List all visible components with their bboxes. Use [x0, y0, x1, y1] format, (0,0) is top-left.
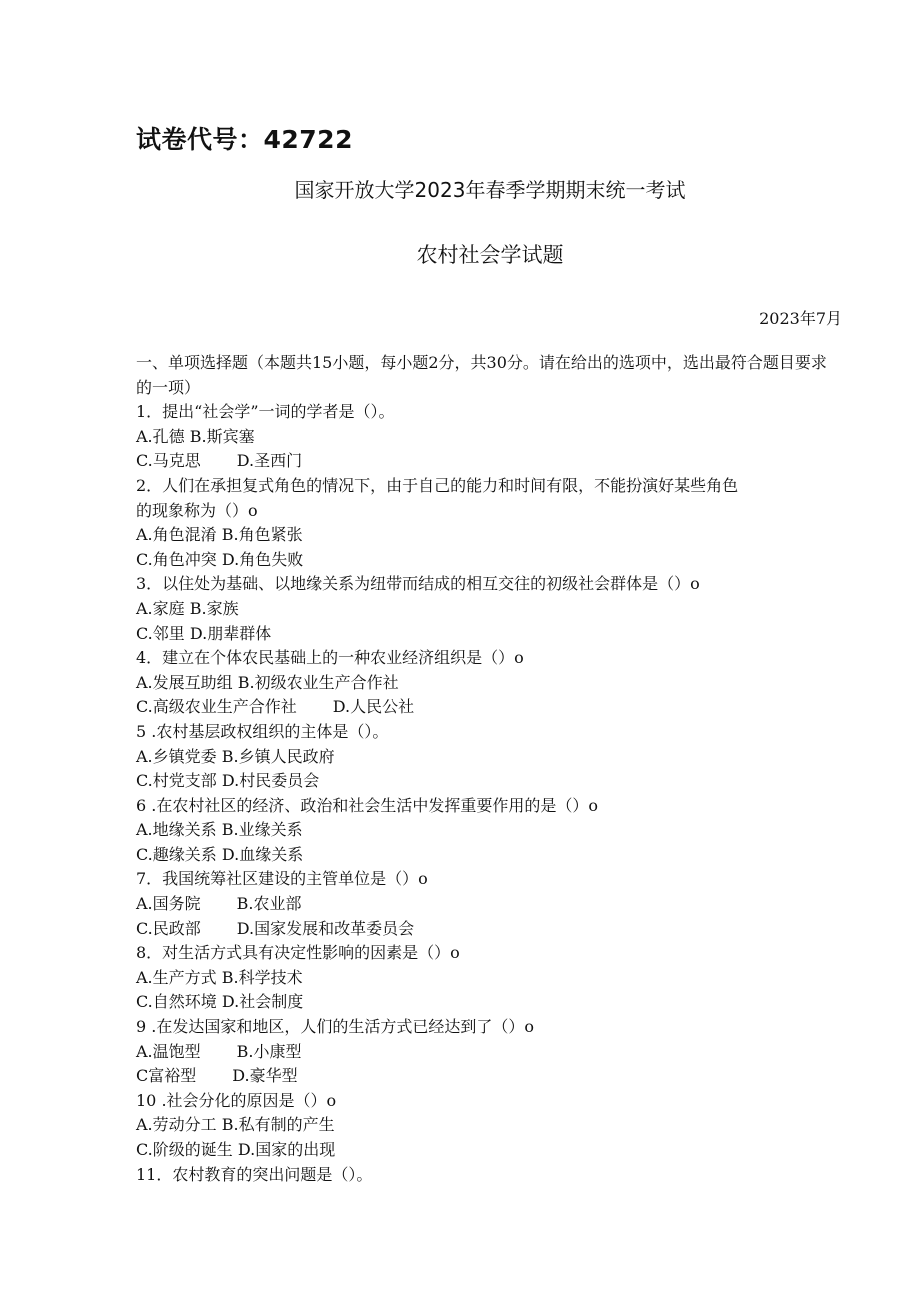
question-text: 1．提出“社会学”一词的学者是（）。: [136, 402, 395, 422]
question-options: [136, 892, 842, 917]
question-options: A.乡镇党委 B.乡镇人民政府: [136, 746, 335, 766]
question-options: A.生产方式 B.科学技术: [136, 967, 303, 987]
question-options: A.地缘关系 B.业缘关系: [136, 820, 303, 840]
paper-title: 农村社会学试题: [416, 243, 564, 267]
question-options: [136, 1064, 842, 1089]
question-options: C.自然环境 D.社会制度: [136, 992, 304, 1012]
option: C.民政部: [136, 918, 201, 938]
question-text: 3．以住处为基础、以地缘关系为纽带而结成的相互交往的初级社会群体是（）o: [136, 574, 700, 594]
question-options: [136, 917, 842, 942]
question-text: 11．农村教育的突出问题是（）。: [136, 1164, 373, 1184]
question-options: C.邻里 D.朋辈群体: [136, 623, 272, 643]
question-options: C.角色冲突 D.角色失败: [136, 549, 304, 569]
exam-name: 国家开放大学2023年春季学期期末统一考试: [294, 178, 686, 202]
question-options: A.发展互助组 B.初级农业生产合作社: [136, 672, 399, 692]
option: B.小康型: [236, 1041, 302, 1061]
question-options: [136, 1040, 842, 1065]
option: D.圣西门: [236, 451, 303, 471]
option: C富裕型: [136, 1066, 197, 1086]
paper-code: 试卷代号：42722: [136, 125, 353, 154]
question-text: 10 .社会分化的原因是（）o: [136, 1090, 337, 1110]
question-text: 6 .在农村社区的经济、政治和社会生活中发挥重要作用的是（）o: [136, 795, 598, 815]
question-options: A.角色混淆 B.角色紧张: [136, 525, 303, 545]
question-options: C.村党支部 D.村民委员会: [136, 771, 320, 791]
question-options: A.家庭 B.家族: [136, 598, 239, 618]
question-options: A.孔德 B.斯宾塞: [136, 426, 255, 446]
question-text: 2．人们在承担复式角色的情况下，由于自己的能力和时间有限，不能扮演好某些角色: [136, 475, 739, 495]
question-text-continued: 的现象称为（）o: [136, 500, 258, 520]
option: B.农业部: [236, 894, 302, 914]
question-options: [136, 695, 842, 720]
exam-date: 2023年7月: [759, 309, 842, 328]
section-heading: 一、单项选择题（本题共15小题，每小题2分，共30分。请在给出的选项中，选出最符合题目要求的一项）: [136, 353, 827, 397]
option: D.人民公社: [332, 697, 415, 717]
question-body: [136, 351, 842, 1187]
option: D.国家发展和改革委员会: [236, 918, 415, 938]
question-options: A.劳动分工 B.私有制的产生: [136, 1115, 335, 1135]
option: C.高级农业生产合作社: [136, 697, 297, 717]
option: D.豪华型: [232, 1066, 298, 1086]
question-text: 8．对生活方式具有决定性影响的因素是（）o: [136, 943, 460, 963]
question-text: 7．我国统筹社区建设的主管单位是（）o: [136, 869, 428, 889]
option: C.马克思: [136, 451, 201, 471]
question-options: [136, 449, 842, 474]
question-text: 9 .在发达国家和地区，人们的生活方式已经达到了（）o: [136, 1017, 534, 1037]
option: A.国务院: [136, 894, 201, 914]
option: A.温饱型: [136, 1041, 201, 1061]
question-options: C.阶级的诞生 D.国家的出现: [136, 1140, 336, 1159]
question-text: 4．建立在个体农民基础上的一种农业经济组织是（）o: [136, 648, 524, 668]
question-text: 5 .农村基层政权组织的主体是（）。: [136, 721, 389, 741]
question-options: C.趣缘关系 D.血缘关系: [136, 844, 304, 864]
